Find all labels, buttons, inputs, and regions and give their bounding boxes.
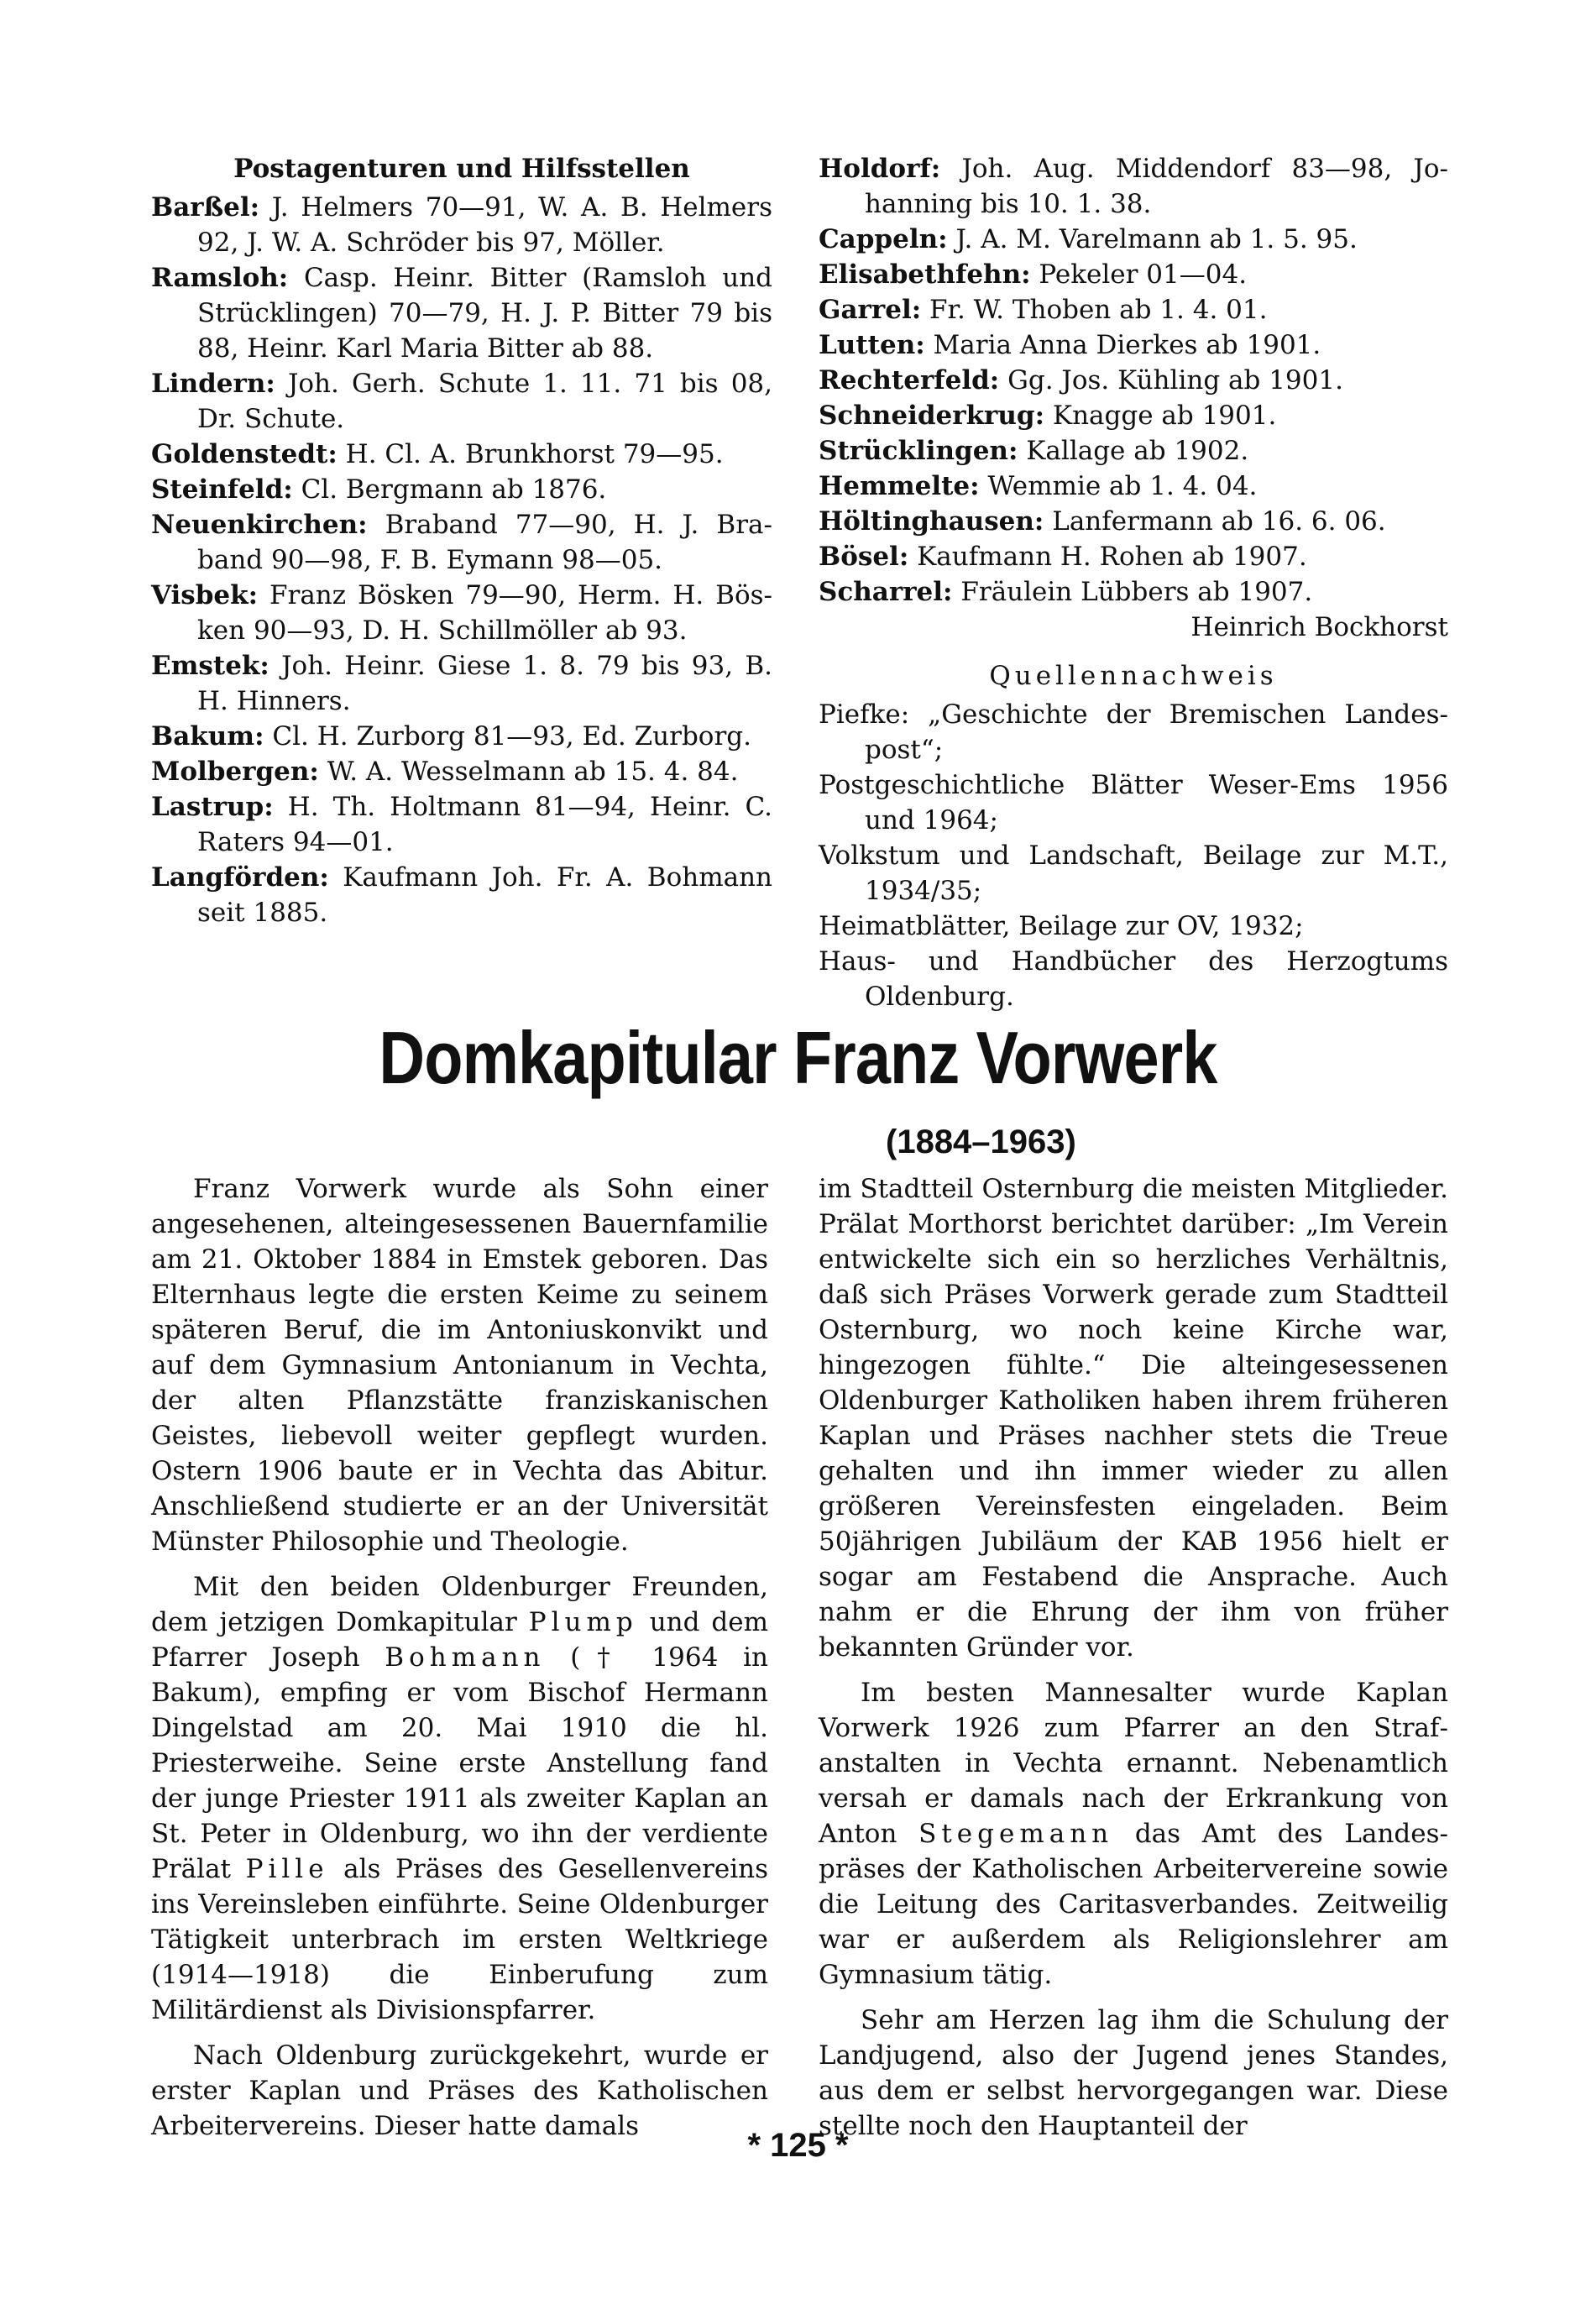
postagenturen-right-column: [819, 151, 1448, 1014]
entry-place: Garrel:: [819, 295, 922, 325]
entry-place: Hemmelte:: [819, 471, 980, 501]
entry-scharrel: [819, 574, 1448, 610]
entry-neuenkirchen: [151, 507, 772, 578]
entry-place: Emstek:: [151, 651, 269, 681]
article-years: (1884–1963): [886, 1123, 1076, 1160]
paragraph-text: und dem Pfarrer Joseph: [151, 1607, 768, 1673]
entry-place: Lindern:: [151, 369, 275, 399]
entry-place: Lutten:: [819, 330, 925, 360]
entry-text: Pekeler 01—04.: [1039, 259, 1248, 290]
entry-hoeltinghausen: [819, 504, 1448, 539]
entry-lutten: [819, 327, 1448, 363]
entry-place: Schneiderkrug:: [819, 401, 1045, 431]
entry-text: J. Helmers 70—91, W. A. B. Helmers 92, J. W. A. Schröder bis 97, Möller.: [197, 192, 772, 258]
entry-lindern: [151, 366, 772, 437]
entry-steinfeld: [151, 472, 772, 507]
article-paragraph: Franz Vorwerk wurde als Sohn einer angesehenen, alteingesessenen Bauernfamilie am 21. Oktober 1884 in Emstek geboren. Das Elternhaus legte die ersten Keime zu seinem späteren Beruf, die im Antoniuskonvikt und auf dem Gymnasium Antonianum in Vechta, der alten Pflanzstätte franziskanischen Geistes, liebevoll weiter gepflegt wurden. Ostern 1906 baute er in Vechta das Abitur. Anschließend studierte er an der Universität Münster Philosophie und Theologie.: [151, 1174, 768, 1557]
entry-text: Franz Bösken 79—90, Herm. H. Bösken 90—93, D. H. Schillmöller ab 93.: [197, 580, 773, 646]
entry-place: Molbergen:: [151, 757, 319, 787]
entry-text: Joh. Aug. Middendorf 83—98, Johanning bis 10. 1. 38.: [865, 154, 1449, 219]
entry-emstek: [151, 648, 772, 719]
entry-visbek: [151, 578, 772, 648]
entry-place: Bakum:: [151, 721, 264, 752]
entry-place: Bösel:: [819, 542, 909, 572]
entry-bakum: [151, 719, 772, 754]
entry-text: Joh. Heinr. Giese 1. 8. 79 bis 93, B. H. Hinners.: [197, 651, 772, 716]
article-paragraph: Sehr am Herzen lag ihm die Schulung der Landjugend, also der Jugend jenes Standes, aus dem er selbst hervorgegangen war. Diese stellte noch den Hauptanteil der: [819, 2005, 1448, 2141]
entry-rechterfeld: [819, 363, 1448, 398]
article-paragraph: [151, 1569, 768, 2028]
article-paragraph: Nach Oldenburg zurückgekehrt, wurde er erster Kaplan und Präses des Katholischen Arbeitervereins. Dieser hatte damals: [151, 2040, 768, 2141]
entry-ramsloh: [151, 260, 772, 366]
entry-text: Kaufmann Joh. Fr. A. Bohmann seit 1885.: [197, 862, 773, 928]
name-pille: Pille: [245, 1854, 329, 1884]
entry-holdorf: [819, 151, 1448, 222]
entry-text: W. A. Wesselmann ab 15. 4. 84.: [327, 757, 739, 787]
name-plump: Plump: [528, 1607, 638, 1637]
paragraph-text: das Amt des Landespräses der Katholischen Arbeitervereine sowie die Leitung des Caritasverbandes. Zeitweilig war er außerdem als Religionslehrer am Gymnasium tätig.: [819, 1819, 1448, 1990]
entry-place: Visbek:: [151, 580, 259, 610]
entry-text: Wemmie ab 1. 4. 04.: [987, 471, 1258, 501]
entry-place: Steinfeld:: [151, 474, 293, 505]
source-item: Heimatblätter, Beilage zur OV, 1932;: [819, 911, 1304, 941]
entry-text: Joh. Gerh. Schute 1. 11. 71 bis 08, Dr. Schute.: [197, 369, 773, 434]
article-paragraph: [819, 1675, 1448, 1993]
entry-cappeln: [819, 222, 1448, 257]
postagenturen-left-column: [151, 151, 772, 930]
entry-text: Casp. Heinr. Bitter (Ramsloh und Strücklingen) 70—79, H. J. P. Bitter 79 bis 88, Heinr. Karl Maria Bitter ab 88.: [197, 263, 773, 364]
entry-text: Kaufmann H. Rohen ab 1907.: [917, 542, 1307, 572]
name-bohmann: Bohmann: [385, 1642, 546, 1673]
paragraph-text: († 1964 in Bakum), empfing er vom Bischof Hermann Dingelstad am 20. Mai 1910 die hl. Priesterweihe. Seine erste Anstellung fand der junge Priester 1911 als zweiter Kaplan an St. Peter in Oldenburg, wo ihn der verdiente Prälat: [151, 1642, 768, 1884]
source-item: Volkstum und Landschaft, Beilage zur M.T., 1934/35;: [819, 841, 1448, 906]
entry-place: Goldenstedt:: [151, 439, 338, 469]
entry-text: H. Cl. A. Brunkhorst 79—95.: [345, 439, 724, 469]
entry-text: Maria Anna Dierkes ab 1901.: [933, 330, 1321, 360]
page-number: * 125 *: [747, 2127, 849, 2164]
author-signature: Heinrich Bockhorst: [1190, 612, 1448, 642]
paragraph-text: als Präses des Gesellenvereins ins Vereinsleben einführte. Seine Oldenburger Tätigkeit unterbrach im ersten Weltkriege (1914—1918) die Einberufung zum Militärdienst als Divisionspfarrer.: [151, 1854, 768, 2025]
source-item: Haus- und Handbücher des Herzogtums Oldenburg.: [819, 946, 1448, 1012]
entry-boesel: [819, 539, 1448, 574]
entry-hemmelte: [819, 469, 1448, 504]
entry-lastrup: [151, 789, 772, 860]
entry-langfoerden: [151, 860, 772, 930]
entry-text: Knagge ab 1901.: [1052, 401, 1277, 431]
entry-place: Höltinghausen:: [819, 506, 1044, 537]
entry-struecklingen: [819, 433, 1448, 469]
entry-barssel: [151, 190, 772, 260]
entry-place: Holdorf:: [819, 154, 941, 184]
entry-place: Ramsloh:: [151, 263, 289, 293]
entry-text: Cl. H. Zurborg 81—93, Ed. Zurborg.: [272, 721, 751, 752]
paragraph-text: Mit den beiden Oldenburger Freunden, dem jetzigen Domkapitular: [151, 1572, 768, 1637]
source-item: Piefke: „Geschichte der Bremischen Landespost“;: [819, 699, 1448, 765]
entry-place: Scharrel:: [819, 577, 953, 607]
entry-place: Neuenkirchen:: [151, 510, 368, 540]
entry-text: Lanfermann ab 16. 6. 06.: [1052, 506, 1386, 537]
entry-text: Kallage ab 1902.: [1026, 436, 1249, 466]
entry-text: Braband 77—90, H. J. Braband 90—98, F. B. Eymann 98—05.: [197, 510, 772, 575]
entry-text: Cl. Bergmann ab 1876.: [301, 474, 607, 505]
name-stegemann: Stegemann: [918, 1819, 1114, 1849]
entry-goldenstedt: [151, 437, 772, 472]
postagenturen-heading: Postagenturen und Hilfsstellen: [233, 154, 690, 184]
quellennachweis-heading: Quellennachweis: [989, 661, 1278, 691]
entry-text: Fräulein Lübbers ab 1907.: [960, 577, 1313, 607]
entry-place: Langförden:: [151, 862, 329, 893]
entry-garrel: [819, 292, 1448, 327]
entry-text: Fr. W. Thoben ab 1. 4. 01.: [929, 295, 1268, 325]
entry-text: J. A. M. Varelmann ab 1. 5. 95.: [955, 224, 1358, 254]
entry-place: Cappeln:: [819, 224, 948, 254]
source-item: Postgeschichtliche Blätter Weser-Ems 1956 und 1964;: [819, 770, 1448, 835]
article-right-column: [819, 1171, 1448, 2154]
entry-place: Lastrup:: [151, 792, 274, 822]
entry-place: Rechterfeld:: [819, 365, 1000, 395]
paragraph-text: Im besten Mannesalter wurde Kaplan Vorwerk 1926 zum Pfarrer an den Strafanstalten in Vechta ernannt. Nebenamtlich versah er damals nach der Erkrankung von Anton: [819, 1678, 1448, 1849]
entry-schneiderkrug: [819, 398, 1448, 433]
article-paragraph: im Stadtteil Osternburg die meisten Mitglieder. Prälat Morthorst berichtet darüber: „Im Verein entwickelte sich ein so herzliches Verhältnis, daß sich Präses Vorwerk gerade zum Stadtteil Osternburg, wo noch keine Kirche war, hingezogen fühlte.“ Die alteingesessenen Oldenburger Katholiken haben ihrem früheren Kaplan und Präses nachher stets die Treue gehalten und ihn immer wieder zu allen größeren Vereinsfesten eingeladen. Beim 50jährigen Jubiläum der KAB 1956 hielt er sogar am Festabend die Ansprache. Auch nahm er die Ehrung der ihm von früher bekannten Gründer vor.: [819, 1174, 1448, 1663]
entry-molbergen: [151, 754, 772, 789]
entry-elisabethfehn: [819, 257, 1448, 292]
entry-text: Gg. Jos. Kühling ab 1901.: [1007, 365, 1343, 395]
article-left-column: [151, 1171, 768, 2154]
entry-place: Strücklingen:: [819, 436, 1018, 466]
article-title: Domkapitular Franz Vorwerk: [379, 1016, 1217, 1099]
entry-place: Elisabethfehn:: [819, 259, 1031, 290]
entry-place: Barßel:: [151, 192, 260, 223]
entry-text: H. Th. Holtmann 81—94, Heinr. C. Raters 94—01.: [197, 792, 772, 857]
